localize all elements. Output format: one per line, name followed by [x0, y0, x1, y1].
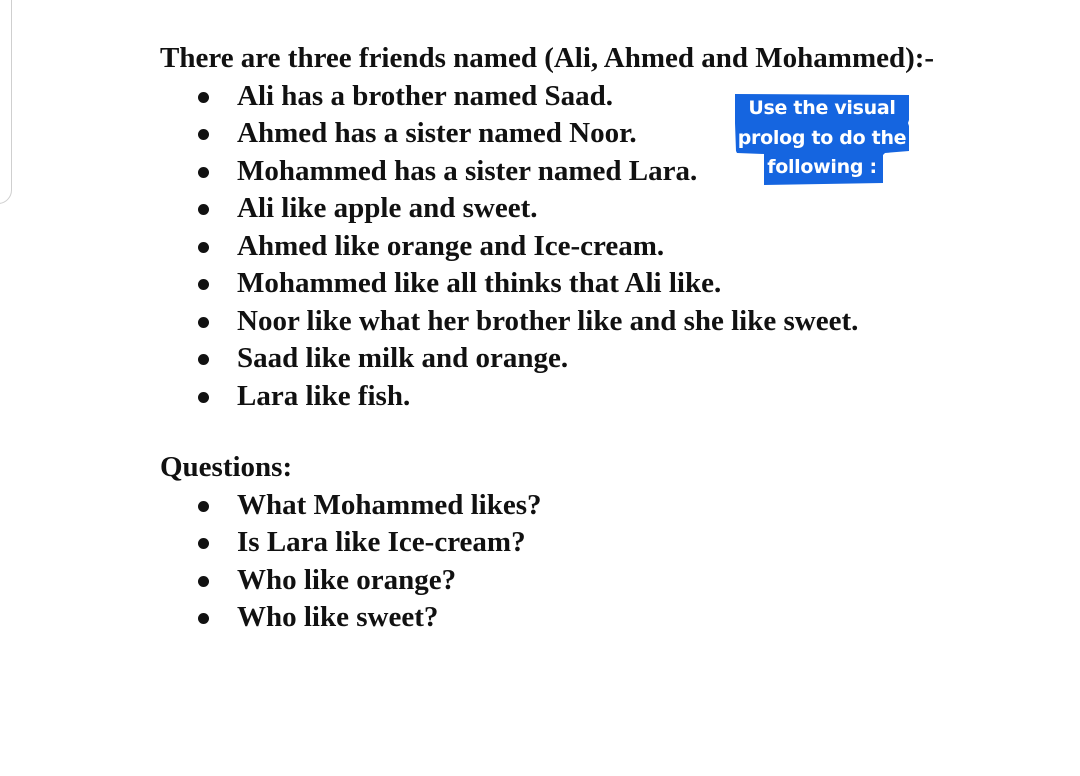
question-text: Who like sweet? — [237, 601, 439, 633]
fact-item — [160, 153, 1060, 191]
bullet-icon — [198, 576, 209, 587]
fact-item — [160, 115, 1060, 153]
fact-text: Ahmed like orange and Ice-cream. — [237, 229, 665, 262]
fact-text: Mohammed like all thinks that Ali like. — [237, 267, 722, 299]
bullet-icon — [198, 279, 209, 290]
document-body — [160, 40, 1060, 637]
question-text: Who like orange? — [237, 563, 457, 596]
bullet-icon — [198, 242, 209, 253]
bullet-icon — [198, 613, 209, 624]
bullet-icon — [198, 129, 209, 140]
bullet-icon — [198, 392, 209, 403]
bullet-icon — [198, 167, 209, 178]
sticker-line-3: following : — [767, 156, 877, 178]
fact-text: Lara like fish. — [237, 379, 411, 412]
fact-item — [160, 78, 1060, 116]
sticker-line-2: prolog to do the — [737, 127, 907, 149]
facts-list — [160, 78, 1060, 416]
sticker-line-1: Use the visual — [748, 97, 896, 119]
bullet-icon — [198, 204, 209, 215]
fact-item — [160, 228, 1060, 266]
problem-heading: There are three friends named (Ali, Ahmed and Mohammed):- — [160, 42, 935, 74]
bullet-icon — [198, 538, 209, 549]
fact-item — [160, 190, 1060, 228]
fact-text: Mohammed has a sister named Lara. — [237, 154, 698, 187]
fact-text: Ali like apple and sweet. — [237, 192, 538, 224]
questions-heading: Questions: — [160, 451, 293, 483]
fact-text: Ahmed has a sister named Noor. — [237, 117, 637, 149]
fact-item — [160, 378, 1060, 416]
section-spacer — [160, 415, 1060, 449]
fact-item — [160, 303, 1060, 341]
question-item — [160, 487, 1060, 525]
question-text: Is Lara like Ice-cream? — [237, 526, 526, 558]
fact-item — [160, 340, 1060, 378]
questions-list — [160, 487, 1060, 637]
bullet-icon — [198, 92, 209, 103]
bullet-icon — [198, 354, 209, 365]
fact-text: Ali has a brother named Saad. — [237, 79, 613, 112]
question-item — [160, 524, 1060, 562]
fact-text: Saad like milk and orange. — [237, 342, 569, 374]
annotation-sticker — [733, 93, 911, 187]
question-item — [160, 599, 1060, 637]
fact-text: Noor like what her brother like and she like sweet. — [237, 304, 859, 337]
bullet-icon — [198, 501, 209, 512]
side-panel-edge — [0, 0, 12, 204]
fact-item — [160, 265, 1060, 303]
bullet-icon — [198, 317, 209, 328]
question-item — [160, 562, 1060, 600]
question-text: What Mohammed likes? — [237, 488, 542, 521]
